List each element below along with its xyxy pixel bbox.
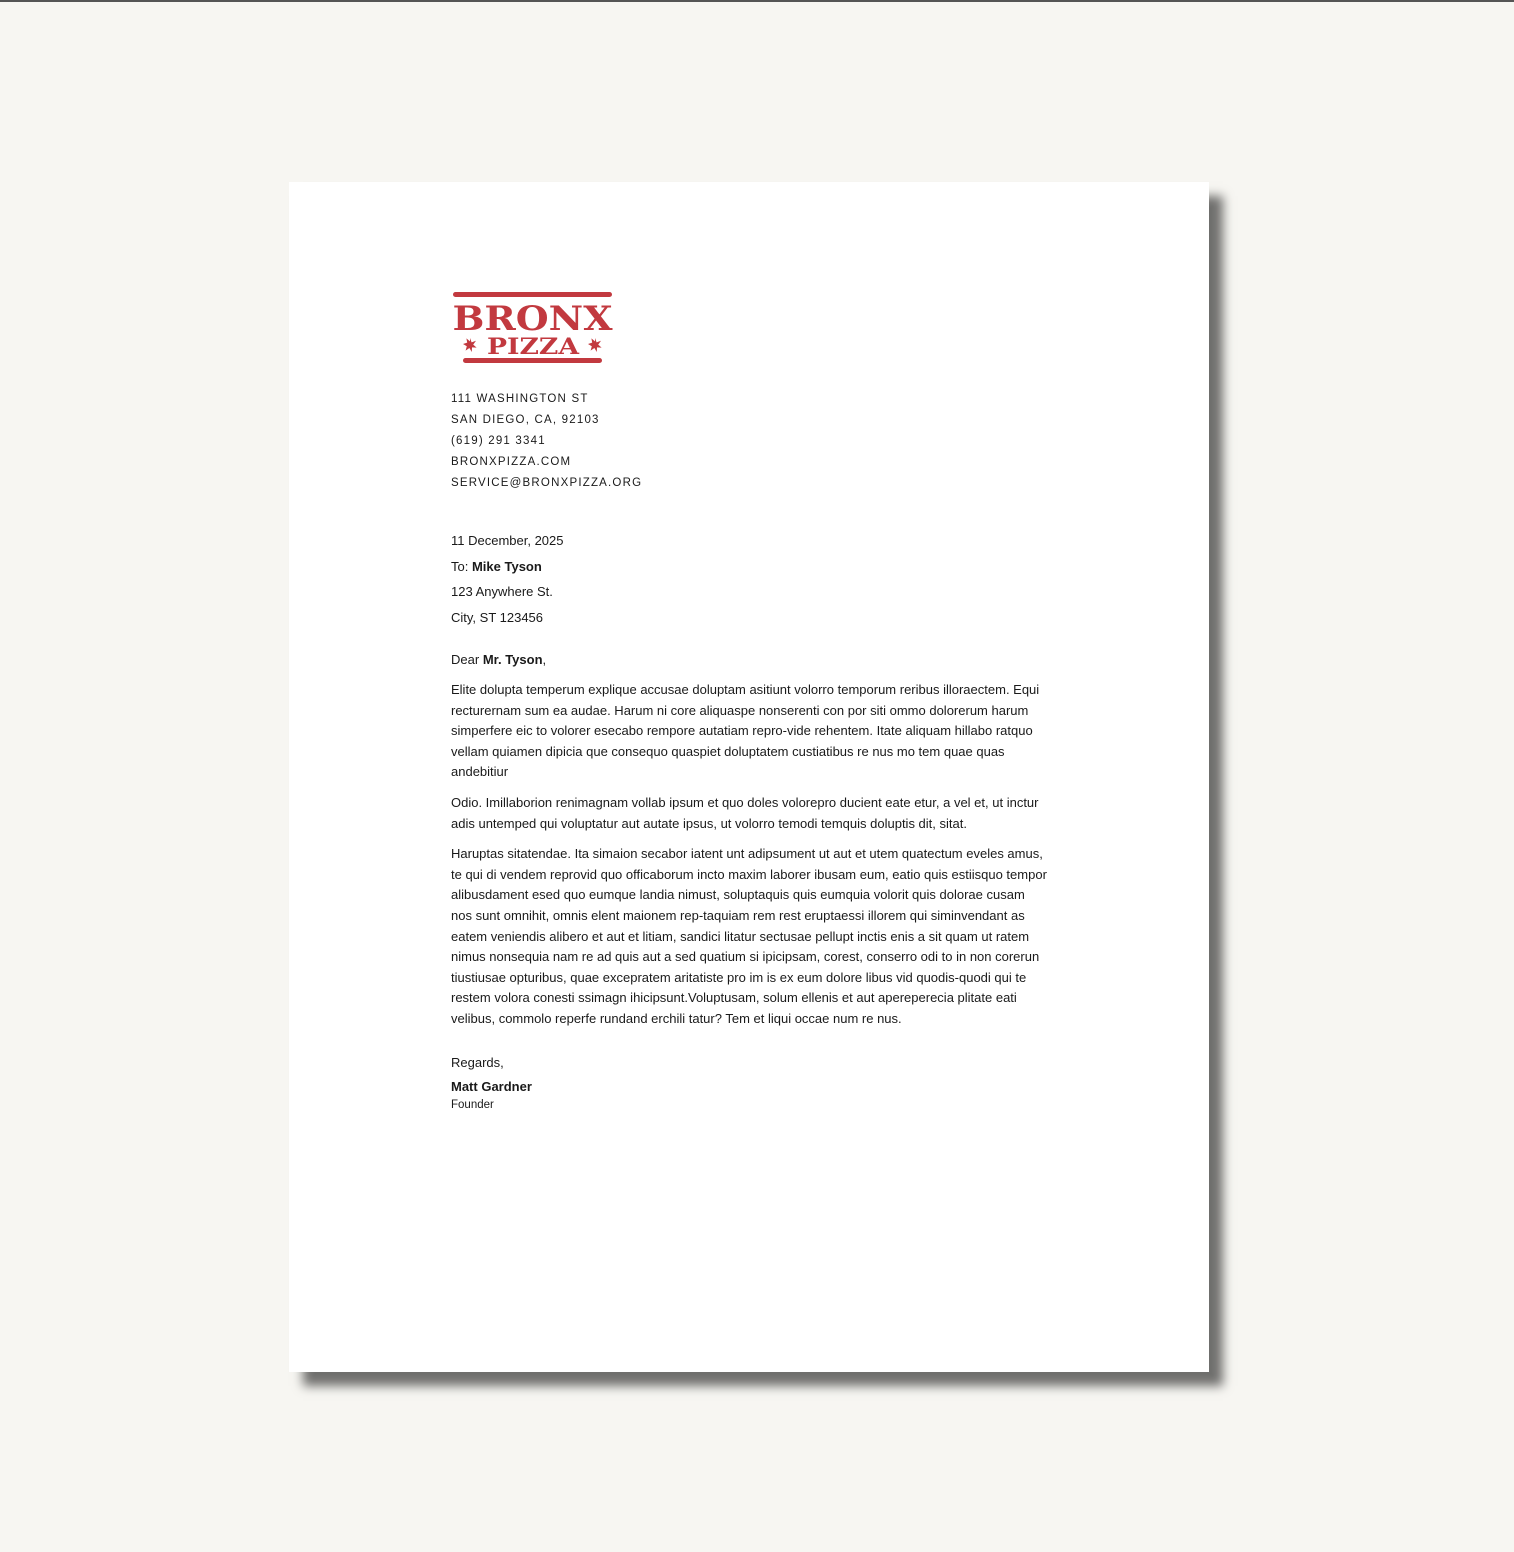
salutation	[451, 650, 1051, 670]
logo-top-bar	[453, 292, 612, 297]
letter-date: 11 December, 2025	[451, 533, 564, 548]
signer-title: Founder	[451, 1098, 494, 1111]
bronx-pizza-logo	[451, 292, 614, 364]
address-city: SAN DIEGO, CA, 92103	[451, 414, 600, 426]
logo-word-pizza: PIZZA	[487, 334, 581, 360]
signer-name: Matt Gardner	[451, 1078, 532, 1094]
address-street: 111 WASHINGTON ST	[451, 393, 589, 405]
address-website: BRONXPIZZA.COM	[451, 456, 572, 468]
logo-word-bronx: BRONX	[452, 299, 614, 339]
logo-graphic	[451, 292, 614, 364]
salutation-name: Mr. Tyson	[482, 652, 543, 667]
recipient-line	[451, 554, 1051, 580]
recipient-city: City, ST 123456	[451, 609, 544, 625]
salutation-prefix: Dear	[451, 652, 480, 667]
body-paragraph-2: Odio. Imillaborion renimagnam vollab ipsum et quo doles volorepro ducient eate etur, a vel et, ut inctur adis untemped qui voluptatur aut autate ipsus, ut volorro temodi temquis doluptis dit, sitat.	[451, 794, 1039, 831]
address-phone: (619) 291 3341	[451, 435, 546, 447]
closing: Regards,	[451, 1054, 504, 1070]
starburst-right-icon	[588, 338, 602, 352]
body-paragraph-3: Haruptas sitatendae. Ita simaion secabor iatent unt adipsument ut aut et utem quatectum eveles amus, te qui di vendem reprovid quo officaborum incto maxim laborer ibusam eum, eatio quis estiisquo tempor alibusdament esed quo eumque landia nimust, soluptaquis quis eumquia volorit quis dolorae cusam nos sunt omnihit, omnis elent maionem rep-taquiam rem rest eruptaessi illorem qui siminvendant as eatem veniendis alibero et aut et litiam, sandici litatur sectusae pellupt inctis enis a sit quam ut ratem nimus nonsequia nam re ad quis aut a sed quatium si ipicipsam, corest, conserro odi to in non corerun tiustiusae opturibus, quae excepratem aritatiste pro im is ex eum dolore libus vid quodis-quodi qui te restem volora conesti ssimagn ihicipsunt.Voluptusam, solum ellenis et aut apereperecia plitate eati velibus, commolo reperfe rundand erchili tatur? Tem et liqui occae num re nus.	[451, 846, 1047, 1026]
sender-address	[451, 389, 1051, 494]
top-rule	[0, 0, 1514, 2]
address-email: SERVICE@BRONXPIZZA.ORG	[451, 477, 643, 489]
salutation-suffix: ,	[542, 652, 547, 667]
letter-meta	[451, 528, 1051, 630]
body-paragraph-1: Elite dolupta temperum explique accusae doluptam asitiunt volorro temporum reribus illoraectem. Equi recturernam sum ea audae. Harum ni core aliquaspe nonserenti con por siti ommo dolorerum harum simperfere eic to volorer esecabo rempore autatiam repro-vide rehentem. Itate aliquam hillabo ratquo vellam quiamen dipicia que consequo quaspiet doluptatem custiatibus re nus mo tem quae quas andebitiur	[451, 682, 1040, 780]
to-prefix: To:	[451, 558, 469, 574]
letter-page	[289, 182, 1209, 1372]
letter-content	[451, 292, 1051, 1112]
recipient-street: 123 Anywhere St.	[451, 584, 553, 599]
starburst-left-icon	[463, 338, 477, 352]
recipient-name: Mike Tyson	[471, 558, 542, 574]
